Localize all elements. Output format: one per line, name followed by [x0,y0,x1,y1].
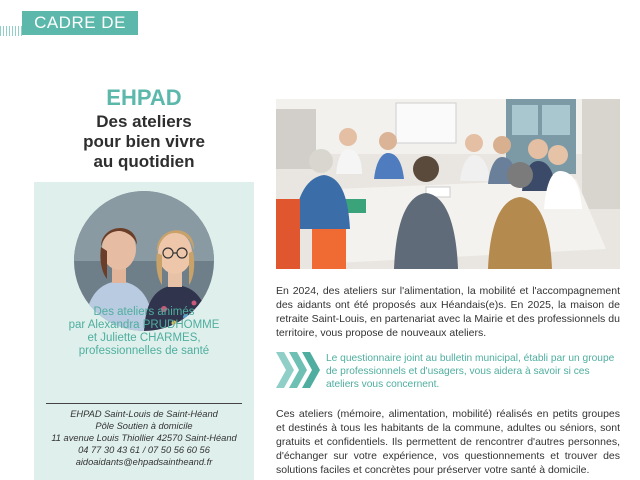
contact-line: EHPAD Saint-Louis de Saint-Héand [70,409,218,419]
caption-line: Des ateliers animés [93,306,195,318]
contact-line: 11 avenue Louis Thiollier 42570 Saint-Héand [51,433,237,443]
article-title [34,112,254,172]
photo-caption [34,306,254,358]
caption-line: et Juliette CHARMES, [87,332,201,344]
article-kicker: EHPAD [106,85,182,110]
contact-line: Pôle Soutien à domicile [95,421,193,431]
intro-paragraph: En 2024, des ateliers sur l'alimentation, la mobilité et l'accompagnement des aidants ont été proposés aux Héandais(e)s. En 2025, la maison de retraite Saint-Louis, en partenariat avec la Mairie et des professionnels du territoire, vous propose de nouveaux ateliers. [276,285,620,339]
divider [46,403,242,404]
workshops-paragraph: Ces ateliers (mémoire, alimentation, mobilité) réalisés en petits groupes et destinés à tous les habitants de la commune, adultes ou séniors, sont gratuits et confidentiels. Ils permettent de rencontrer d'autres personnes, d'échanger sur votre expérience, vos questionnements et trouver des solutions faciles et concrètes pour préserver votre santé à domicile. [276,408,620,476]
contact-phone: 04 77 30 43 61 / 07 50 56 60 56 [78,445,210,455]
chevrons-icon [276,352,320,388]
caption-line: par Alexandra PRUDHOMME [68,319,220,331]
workshop-photo [276,99,620,269]
title-line: pour bien vivre [83,132,205,151]
header-stripes [0,26,22,36]
title-line: au quotidien [93,152,195,171]
contact-block [34,408,254,468]
section-banner: CADRE DE VIE [22,11,138,35]
contact-email: aidoaidants@ehpadsaintheand.fr [75,457,213,467]
questionnaire-callout: Le questionnaire joint au bulletin municipal, établi par un groupe de professionnels et d'usagers, vous aidera à savoir si ces ateliers vous concernent. [326,353,615,390]
caption-line: professionnelles de santé [78,345,210,357]
info-panel [34,182,254,480]
title-line: Des ateliers [96,112,192,131]
